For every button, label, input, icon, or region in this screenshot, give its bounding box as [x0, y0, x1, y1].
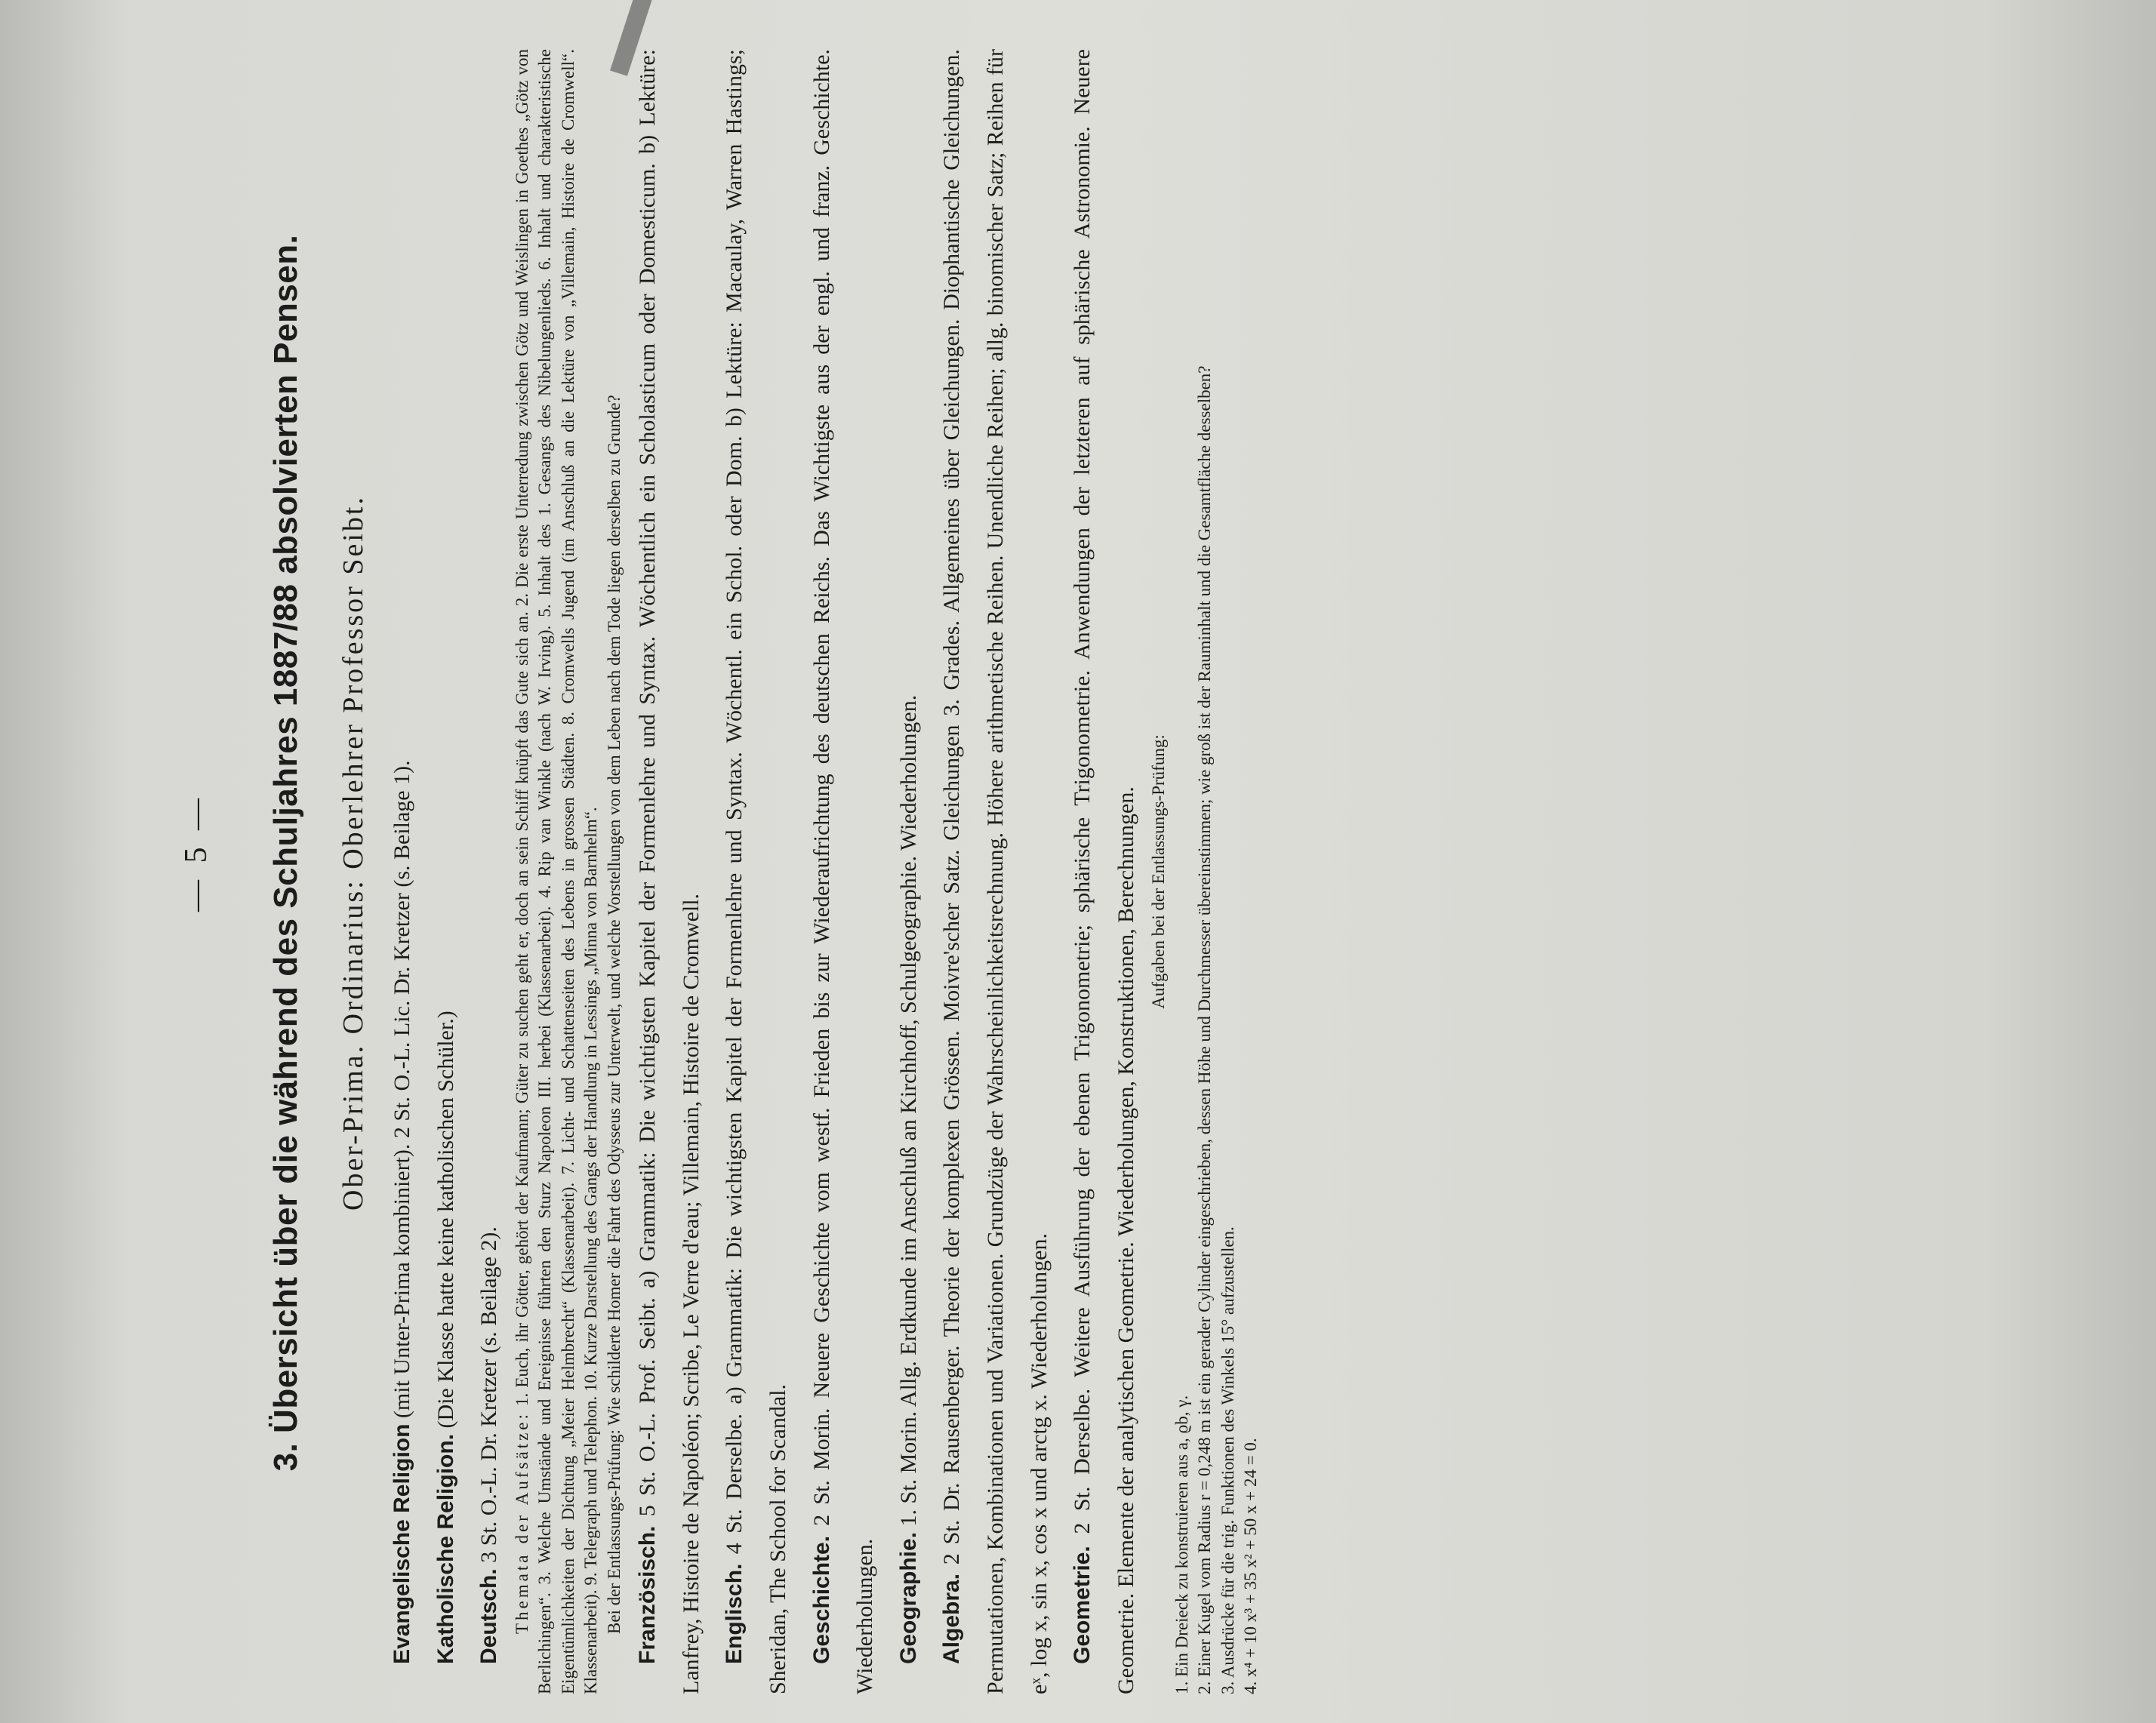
section-text: 4 St. Derselbe. a) Grammatik: Die wichtigsten Kapitel der Formenlehre und Syntax. Wöchentl. ein Schol. oder Dom. b) Lektüre: Macaulay, Warren Hastings; Sheridan, The School for Scandal.	[722, 48, 791, 1694]
section-franzoesisch	[626, 49, 713, 1694]
page-heading: 3. Übersicht über die während des Schuljahres 1887/88 absolvierten Pensen.	[267, 234, 304, 1472]
aufgabe-item: 1. Ein Dreieck zu konstruieren aus a, ϱb, γ.	[1172, 1395, 1191, 1694]
subject-label: Katholische Religion.	[433, 1433, 458, 1664]
subject-label: Algebra.	[939, 1573, 965, 1664]
themata-label: Themata der Aufsätze:	[512, 1411, 531, 1634]
subject-label: Geographie.	[895, 1531, 921, 1664]
subject-label: Geometrie.	[1070, 1546, 1095, 1664]
page-number: — 5 —	[179, 794, 214, 912]
subject-label: Evangelische Religion	[390, 1423, 414, 1664]
subject-label: Geschichte.	[808, 1535, 834, 1664]
document-body	[380, 49, 1263, 1694]
section-englisch	[713, 49, 799, 1694]
subject-label: Deutsch.	[476, 1568, 502, 1664]
section-text: 5 St. O.-L. Prof. Seibt. a) Grammatik: Die wichtigsten Kapitel der Formenlehre und Syntax. Wöchentlich ein Scholasticum oder Domesticum. b) Lektüre: Lanfrey, Histoire de Napoléon; Scribe, Le Verre d'eau; Villemain, Histoire de Cromwell.	[635, 49, 704, 1694]
subject-label: Englisch.	[722, 1563, 747, 1664]
aufgaben-title: Aufgaben bei der Entlassungs-Prüfung:	[1149, 734, 1169, 1009]
class-heading: Ober-Prima. Ordinarius: Oberlehrer Professor Seibt.	[337, 495, 369, 1211]
aufgabe-item: 4. x⁴ + 10 x³ + 35 x² + 50 x + 24 = 0.	[1241, 1438, 1261, 1694]
aufgabe-item: 2. Einer Kugel vom Radius r = 0,248 m ist ein gerader Cylinder eingeschrieben, dessen Höhe und Durchmesser übereinstimmen; wie groß ist der Rauminhalt und die Gesamtfläche desselben?	[1195, 365, 1215, 1694]
section-deutsch	[467, 49, 511, 1694]
section-text: (mit Unter-Prima kombiniert). 2 St. O.-L. Lic. Dr. Kretzer (s. Beilage 1).	[390, 760, 414, 1419]
section-geschichte	[800, 49, 887, 1694]
section-algebra	[930, 49, 1061, 1694]
section-text: (Die Klasse hatte keine katholischen Schüler.)	[433, 1011, 458, 1429]
deutsch-pruefung: Bei der Entlassungs-Prüfung: Wie schilderte Homer die Fahrt des Odysseus zur Unterwelt, und welche Vorstellungen von dem Leben nach dem Tode liegen derselben zu Grunde?	[604, 395, 624, 1634]
section-text: 2 St. Morin. Neuere Geschichte vom westf. Frieden bis zur Wiederaufrichtung des deutschen Reichs. Das Wichtigste aus der engl. und franz. Geschichte. Wiederholungen.	[808, 48, 878, 1694]
deutsch-themata	[511, 49, 603, 1694]
rotated-page	[178, 11, 1816, 1694]
section-text: 1. St. Morin. Allg. Erdkunde im Anschluß an Kirchhoff, Schulgeographie. Wiederholungen.	[895, 694, 921, 1527]
aufgabe-item: 3. Ausdrücke für die trig. Funktionen des Winkels 15° aufzustellen.	[1218, 1226, 1237, 1694]
themata-text: 1. Euch, ihr Götter, gehört der Kaufmann; Güter zu suchen geht er, doch an sein Schiff knüpft das Gute sich an. 2. Die erste Unterredung zwischen Götz und Weislingen in Goethes „Götz von Berlichingen“. 3. Welche Umstände und Ereignisse führten den Sturz Napoleon III. herbei (Klassenarbeit). 4. Rip van Winkle (nach W. Irving). 5. Inhalt des 1. Gesangs des Nibelungenlieds. 6. Inhalt und charakteristische Eigentümlichkeiten der Dichtung „Meier Helmbrecht“ (Klassenarbeit). 7. Licht- und Schattenseiten des Lebens in grossen Städten. 8. Cromwells Jugend (im Anschluß an die Lektüre von „Villemain, Histoire de Cromwell“. Klassenarbeit). 9. Telegraph und Telephon. 10. Kurze Darstellung des Gangs der Handlung in Lessings „Minna von Barnhelm“.	[512, 48, 601, 1694]
section-katholische-religion	[424, 49, 468, 1694]
section-geographie	[887, 49, 931, 1694]
section-text: 2 St. Dr. Rausenberger. Theorie der komplexen Grössen. Moivre'scher Satz. Gleichungen 3. Grades. Allgemeines über Gleichungen. Diophantische Gleichungen. Permutationen, Kombinationen und Variationen. Grundzüge der Wahrscheinlichkeitsrechnung. Höhere arithmetische Reihen. Unendliche Reihen; allg. binomischer Satz; Reihen für eˣ, log x, sin x, cos x und arctg x. Wiederholungen.	[939, 49, 1052, 1694]
section-geometrie	[1061, 49, 1147, 1694]
subject-label: Französisch.	[635, 1525, 661, 1664]
section-text: 2 St. Derselbe. Weitere Ausführung der ebenen Trigonometrie; sphärische Trigonometrie. Anwendungen der letzteren auf sphärische Astronomie. Neuere Geometrie. Elemente der analytischen Geometrie. Wiederholungen, Konstruktionen, Berechnungen.	[1070, 48, 1138, 1694]
section-evangelische-religion	[380, 49, 424, 1694]
section-text: 3 St. O.-L. Dr. Kretzer (s. Beilage 2).	[476, 1226, 502, 1563]
